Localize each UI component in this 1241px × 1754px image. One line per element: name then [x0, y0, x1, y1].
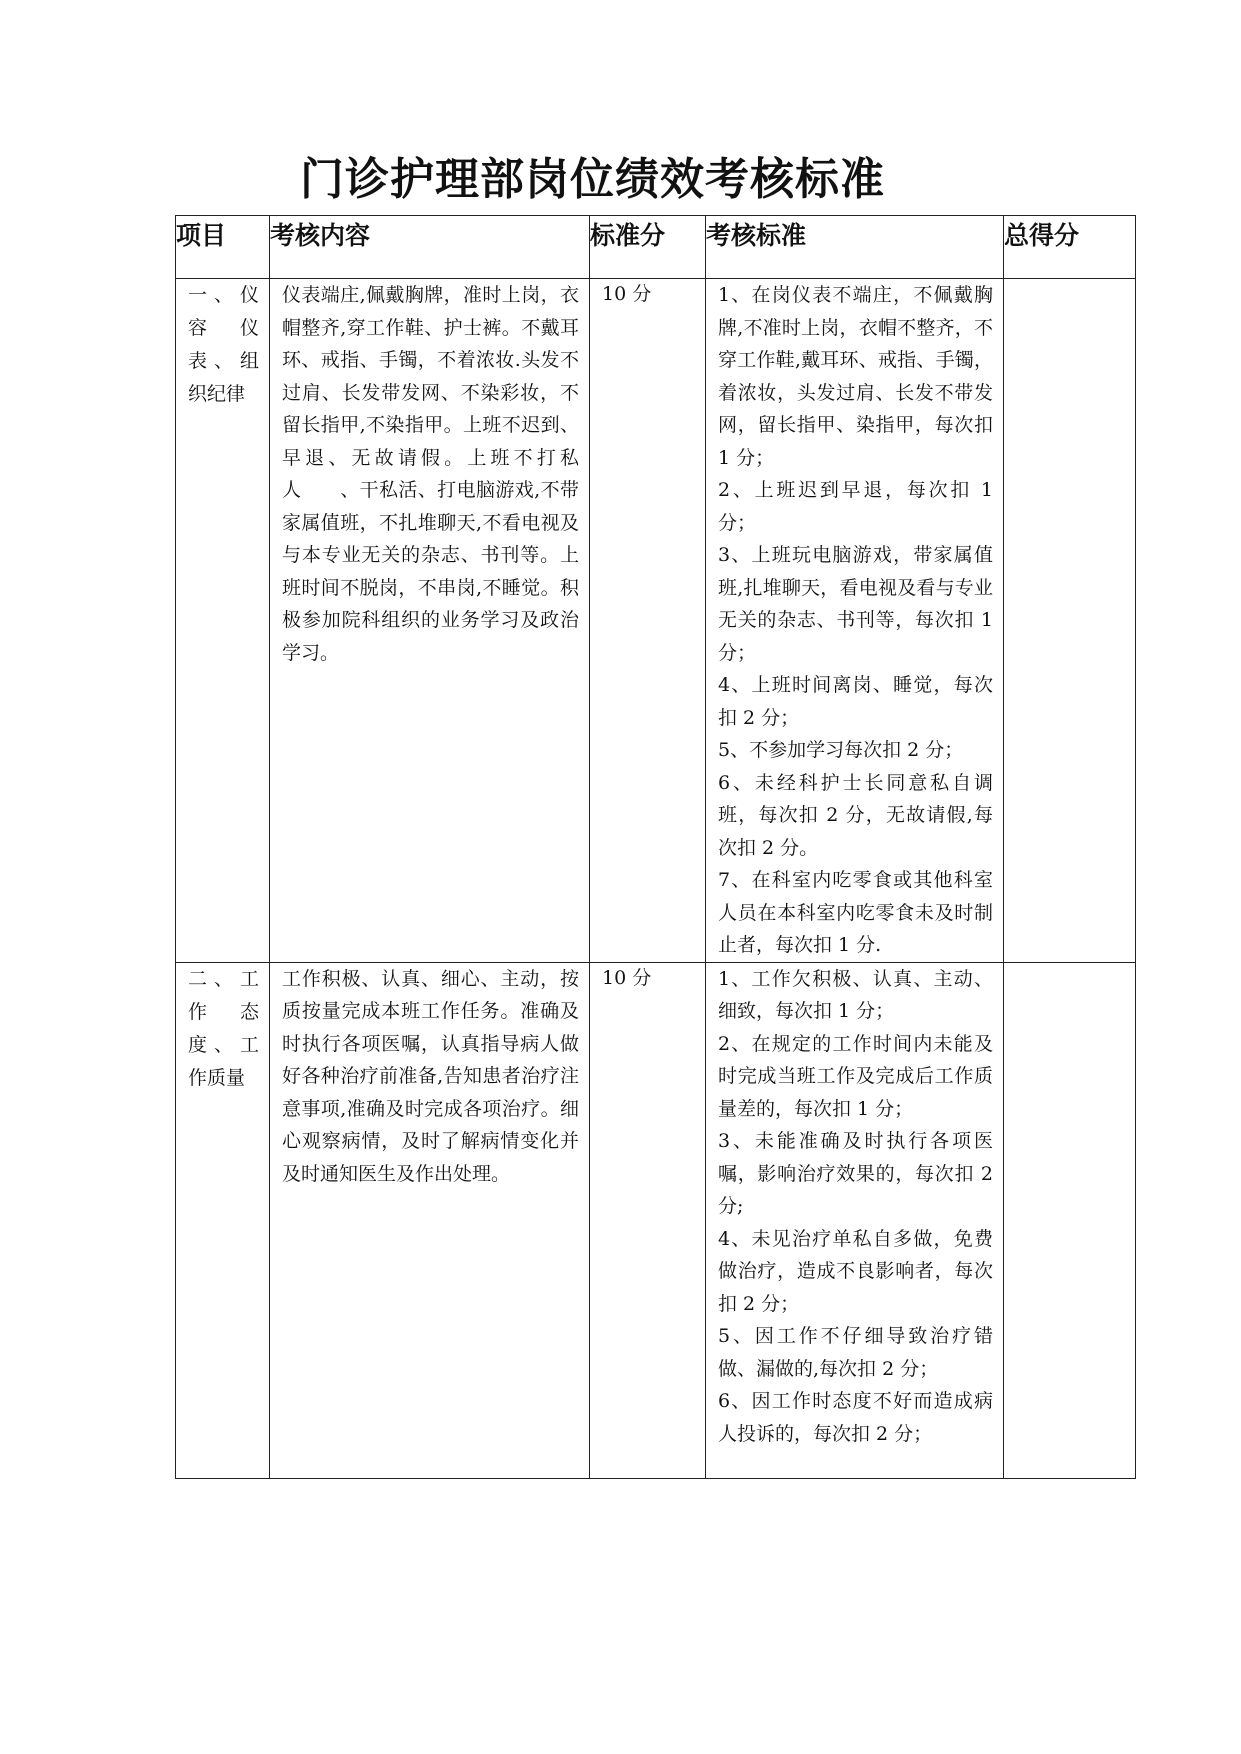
- criteria-line: 4、上班时间离岗、睡觉，每次扣 2 分；: [718, 674, 993, 729]
- table-row: [176, 279, 1136, 963]
- total-score-cell: [1004, 962, 1136, 1478]
- score-value: 10 分: [602, 966, 652, 989]
- criteria-line: 3、上班玩电脑游戏，带家属值班,扎堆聊天，看电视及看与专业无关的杂志、书刊等，每次扣 1 分；: [718, 544, 993, 664]
- score-value: 10 分: [602, 283, 652, 305]
- content-cell: [270, 279, 590, 963]
- table-row: [176, 962, 1136, 1478]
- criteria-cell: [706, 279, 1004, 963]
- header-score: 标准分: [590, 216, 706, 279]
- criteria-line: 2、上班迟到早退，每次扣 1 分；: [718, 479, 993, 534]
- criteria-line: 7、在科室内吃零食或其他科室人员在本科室内吃零食未及时制止者，每次扣 1 分.: [718, 869, 993, 956]
- criteria-line: 5、不参加学习每次扣 2 分；: [718, 739, 964, 761]
- header-item: 项目: [176, 216, 270, 279]
- score-cell: [590, 279, 706, 963]
- criteria-line: 6、因工作时态度不好而造成病人投诉的，每次扣 2 分；: [718, 1390, 993, 1445]
- table-header-row: [176, 216, 1136, 279]
- criteria-line: 2、在规定的工作时间内未能及时完成当班工作及完成后工作质量差的，每次扣 1 分；: [718, 1032, 993, 1120]
- content-text: 仪表端庄,佩戴胸牌，准时上岗，衣帽整齐,穿工作鞋、护士裤。不戴耳环、戒指、手镯，不着浓妆.头发不过肩、长发带发网、不染彩妆，不留长指甲,不染指甲。上班不迟到、早退、无故请假。上班不打私人 、干私活、打电脑游戏,不带家属值班，不扎堆聊天,不看电视及与本专业无关的杂志、书刊等。上班时间不脱岗，不串岗,不睡觉。积极参加院科组织的业务学习及政治学习。: [282, 284, 579, 664]
- criteria-cell: [706, 962, 1004, 1478]
- item-name: 一、仪容仪表、组织纪律: [188, 284, 259, 405]
- criteria-list: [706, 279, 1003, 962]
- criteria-line: 1、工作欠积极、认真、主动、细致，每次扣 1 分；: [718, 967, 993, 1022]
- criteria-list: [706, 963, 1003, 1451]
- item-cell: [176, 279, 270, 963]
- assessment-table: [175, 215, 1136, 1479]
- content-text: 工作积极、认真、细心、主动，按质按量完成本班工作任务。准确及时执行各项医嘱，认真指导病人做好各种治疗前准备,告知患者治疗注意事项,准确及时完成各项治疗。细心观察病情，及时了解病情变化并及时通知医生及作出处理。: [282, 967, 579, 1185]
- total-score-cell: [1004, 279, 1136, 963]
- page-title: 门诊护理部岗位绩效考核标准: [300, 154, 885, 205]
- content-cell: [270, 962, 590, 1478]
- criteria-line: 6、未经科护士长同意私自调班，每次扣 2 分，无故请假,每次扣 2 分。: [718, 771, 993, 859]
- criteria-line: 3、未能准确及时执行各项医嘱，影响治疗效果的，每次扣 2 分;: [718, 1130, 993, 1217]
- item-name: 二、工作态度、工作质量: [188, 967, 259, 1089]
- score-cell: [590, 962, 706, 1478]
- criteria-line: 4、未见治疗单私自多做，免费做治疗，造成不良影响者，每次扣 2 分；: [718, 1227, 993, 1315]
- item-cell: [176, 962, 270, 1478]
- header-content: 考核内容: [270, 216, 590, 279]
- header-criteria: 考核标准: [706, 216, 1004, 279]
- criteria-line: 5、因工作不仔细导致治疗错做、漏做的,每次扣 2 分；: [718, 1325, 993, 1380]
- criteria-line: 1、在岗仪表不端庄，不佩戴胸牌,不准时上岗，衣帽不整齐，不穿工作鞋,戴耳环、戒指、手镯，着浓妆，头发过肩、长发不带发网，留长指甲、染指甲，每次扣 1 分；: [718, 284, 993, 469]
- header-total: 总得分: [1004, 216, 1136, 279]
